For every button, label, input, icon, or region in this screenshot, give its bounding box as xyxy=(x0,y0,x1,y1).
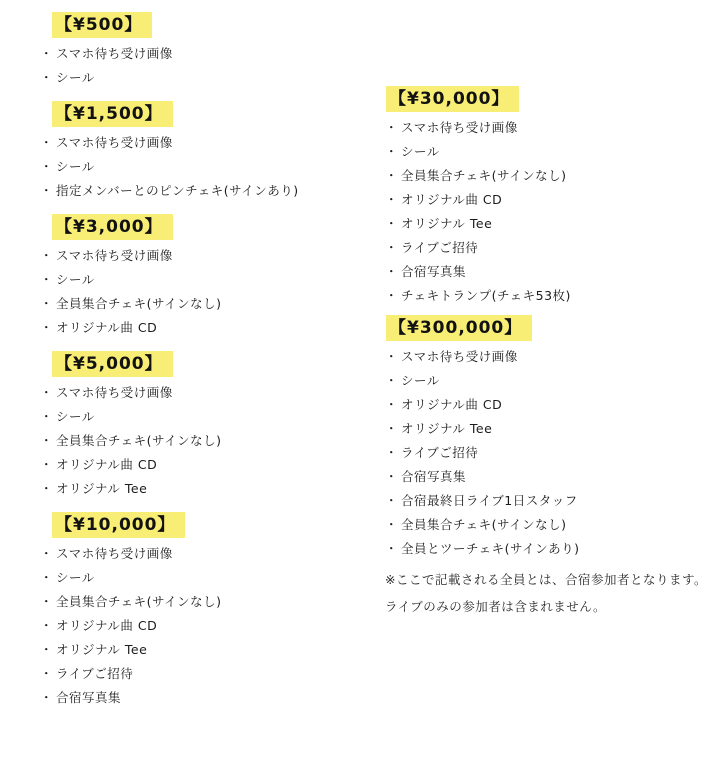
bullet-icon: ・ xyxy=(385,493,399,508)
bullet-icon: ・ xyxy=(385,541,399,556)
reward-item xyxy=(385,421,707,436)
reward-item xyxy=(40,666,385,681)
reward-item xyxy=(40,320,385,335)
tier-section-30000 xyxy=(385,86,707,303)
reward-item xyxy=(385,373,707,388)
reward-item-label: スマホ待ち受け画像 xyxy=(401,120,518,135)
bullet-icon: ・ xyxy=(385,288,399,303)
reward-item xyxy=(385,168,707,183)
reward-item xyxy=(40,618,385,633)
bullet-icon: ・ xyxy=(385,216,399,231)
tier-section-3000 xyxy=(40,214,385,335)
reward-item-label: ライブご招待 xyxy=(56,666,134,681)
bullet-icon: ・ xyxy=(40,385,54,400)
bullet-icon: ・ xyxy=(40,409,54,424)
reward-item xyxy=(40,546,385,561)
reward-item-label: スマホ待ち受け画像 xyxy=(56,135,173,150)
reward-item xyxy=(40,272,385,287)
reward-item-label: スマホ待ち受け画像 xyxy=(56,385,173,400)
footnote-line-1: ※ここで記載される全員とは、合宿参加者となります。 xyxy=(385,572,707,587)
bullet-icon: ・ xyxy=(385,120,399,135)
bullet-icon: ・ xyxy=(40,272,54,287)
bullet-icon: ・ xyxy=(40,690,54,705)
reward-item xyxy=(40,296,385,311)
reward-item xyxy=(40,642,385,657)
reward-item xyxy=(40,183,385,198)
bullet-icon: ・ xyxy=(40,457,54,472)
tier-section-5000 xyxy=(40,351,385,496)
reward-item-label: スマホ待ち受け画像 xyxy=(56,546,173,561)
reward-item-label: スマホ待ち受け画像 xyxy=(56,46,173,61)
reward-item xyxy=(40,46,385,61)
bullet-icon: ・ xyxy=(40,46,54,61)
reward-item xyxy=(40,135,385,150)
reward-item-label: オリジナル Tee xyxy=(56,481,148,496)
reward-item-label: オリジナル Tee xyxy=(401,216,493,231)
reward-item xyxy=(40,481,385,496)
reward-item-label: シール xyxy=(401,373,440,388)
reward-item xyxy=(385,349,707,364)
bullet-icon: ・ xyxy=(385,445,399,460)
tier-title-highlight: 【¥5,000】 xyxy=(52,351,173,377)
reward-item xyxy=(40,570,385,585)
reward-item xyxy=(40,409,385,424)
reward-item xyxy=(40,690,385,705)
reward-item-label: オリジナル曲 CD xyxy=(56,457,158,472)
bullet-icon: ・ xyxy=(40,546,54,561)
bullet-icon: ・ xyxy=(385,240,399,255)
bullet-icon: ・ xyxy=(40,618,54,633)
bullet-icon: ・ xyxy=(40,481,54,496)
tier-header-3000 xyxy=(52,214,385,240)
bullet-icon: ・ xyxy=(385,421,399,436)
reward-item xyxy=(385,240,707,255)
bullet-icon: ・ xyxy=(40,320,54,335)
reward-item-label: 合宿写真集 xyxy=(401,469,467,484)
reward-list-1500 xyxy=(40,135,385,198)
bullet-icon: ・ xyxy=(40,135,54,150)
left-column xyxy=(40,12,385,721)
reward-item-label: オリジナル曲 CD xyxy=(56,320,158,335)
bullet-icon: ・ xyxy=(40,183,54,198)
bullet-icon: ・ xyxy=(385,397,399,412)
right-column xyxy=(385,86,712,721)
bullet-icon: ・ xyxy=(385,168,399,183)
reward-item-label: ライブご招待 xyxy=(401,240,479,255)
reward-item-label: ライブご招待 xyxy=(401,445,479,460)
tier-section-300000 xyxy=(385,315,707,556)
reward-item-label: オリジナル Tee xyxy=(56,642,148,657)
bullet-icon: ・ xyxy=(385,144,399,159)
tier-section-10000 xyxy=(40,512,385,705)
reward-item-label: 全員集合チェキ(サインなし) xyxy=(401,517,567,532)
reward-item xyxy=(385,288,707,303)
reward-item-label: 全員集合チェキ(サインなし) xyxy=(401,168,567,183)
reward-item-label: シール xyxy=(401,144,440,159)
reward-item xyxy=(40,248,385,263)
tier-header-1500 xyxy=(52,101,385,127)
tier-title-highlight: 【¥1,500】 xyxy=(52,101,173,127)
reward-item xyxy=(385,192,707,207)
reward-item xyxy=(40,70,385,85)
reward-list-10000 xyxy=(40,546,385,705)
reward-item xyxy=(385,493,707,508)
reward-item-label: シール xyxy=(56,570,95,585)
bullet-icon: ・ xyxy=(40,666,54,681)
reward-list-500 xyxy=(40,46,385,85)
reward-item-label: オリジナル曲 CD xyxy=(401,397,503,412)
reward-item-label: オリジナル曲 CD xyxy=(401,192,503,207)
reward-item xyxy=(40,433,385,448)
bullet-icon: ・ xyxy=(40,570,54,585)
bullet-icon: ・ xyxy=(385,264,399,279)
reward-item-label: 全員集合チェキ(サインなし) xyxy=(56,296,222,311)
reward-item-label: オリジナル Tee xyxy=(401,421,493,436)
reward-item-label: シール xyxy=(56,70,95,85)
reward-item-label: 指定メンバーとのピンチェキ(サインあり) xyxy=(56,183,299,198)
bullet-icon: ・ xyxy=(385,192,399,207)
reward-item xyxy=(385,541,707,556)
tier-section-500 xyxy=(40,12,385,85)
reward-item-label: シール xyxy=(56,159,95,174)
bullet-icon: ・ xyxy=(40,70,54,85)
reward-item-label: 全員とツーチェキ(サインあり) xyxy=(401,541,580,556)
bullet-icon: ・ xyxy=(385,349,399,364)
reward-item xyxy=(385,144,707,159)
reward-item xyxy=(385,469,707,484)
reward-list-5000 xyxy=(40,385,385,496)
reward-item xyxy=(385,397,707,412)
bullet-icon: ・ xyxy=(385,469,399,484)
reward-item xyxy=(40,385,385,400)
reward-list-300000 xyxy=(385,349,707,556)
tier-section-1500 xyxy=(40,101,385,198)
tier-header-30000 xyxy=(386,86,707,112)
reward-list-30000 xyxy=(385,120,707,303)
reward-item xyxy=(385,216,707,231)
tier-title-highlight: 【¥30,000】 xyxy=(386,86,519,112)
tier-header-5000 xyxy=(52,351,385,377)
tier-header-300000 xyxy=(386,315,707,341)
bullet-icon: ・ xyxy=(40,296,54,311)
reward-item-label: 合宿写真集 xyxy=(56,690,122,705)
reward-item xyxy=(385,445,707,460)
reward-list-3000 xyxy=(40,248,385,335)
tier-title-highlight: 【¥10,000】 xyxy=(52,512,185,538)
tier-title-highlight: 【¥500】 xyxy=(52,12,152,38)
tier-title-highlight: 【¥300,000】 xyxy=(386,315,532,341)
reward-item-label: 全員集合チェキ(サインなし) xyxy=(56,433,222,448)
reward-item xyxy=(385,120,707,135)
bullet-icon: ・ xyxy=(40,248,54,263)
reward-item xyxy=(40,457,385,472)
bullet-icon: ・ xyxy=(40,433,54,448)
footnote-line-2: ライブのみの参加者は含まれません。 xyxy=(385,599,607,614)
reward-item xyxy=(40,594,385,609)
footnote xyxy=(385,572,707,614)
reward-item xyxy=(385,517,707,532)
reward-item xyxy=(40,159,385,174)
bullet-icon: ・ xyxy=(385,517,399,532)
bullet-icon: ・ xyxy=(40,594,54,609)
reward-item-label: シール xyxy=(56,409,95,424)
reward-item-label: チェキトランプ(チェキ53枚) xyxy=(401,288,571,303)
reward-item-label: スマホ待ち受け画像 xyxy=(401,349,518,364)
reward-item-label: 全員集合チェキ(サインなし) xyxy=(56,594,222,609)
reward-item xyxy=(385,264,707,279)
bullet-icon: ・ xyxy=(40,159,54,174)
tier-header-10000 xyxy=(52,512,385,538)
reward-item-label: 合宿最終日ライブ1日スタッフ xyxy=(401,493,578,508)
reward-item-label: オリジナル曲 CD xyxy=(56,618,158,633)
reward-item-label: シール xyxy=(56,272,95,287)
reward-item-label: 合宿写真集 xyxy=(401,264,467,279)
tier-header-500 xyxy=(52,12,385,38)
reward-item-label: スマホ待ち受け画像 xyxy=(56,248,173,263)
bullet-icon: ・ xyxy=(40,642,54,657)
bullet-icon: ・ xyxy=(385,373,399,388)
tier-title-highlight: 【¥3,000】 xyxy=(52,214,173,240)
